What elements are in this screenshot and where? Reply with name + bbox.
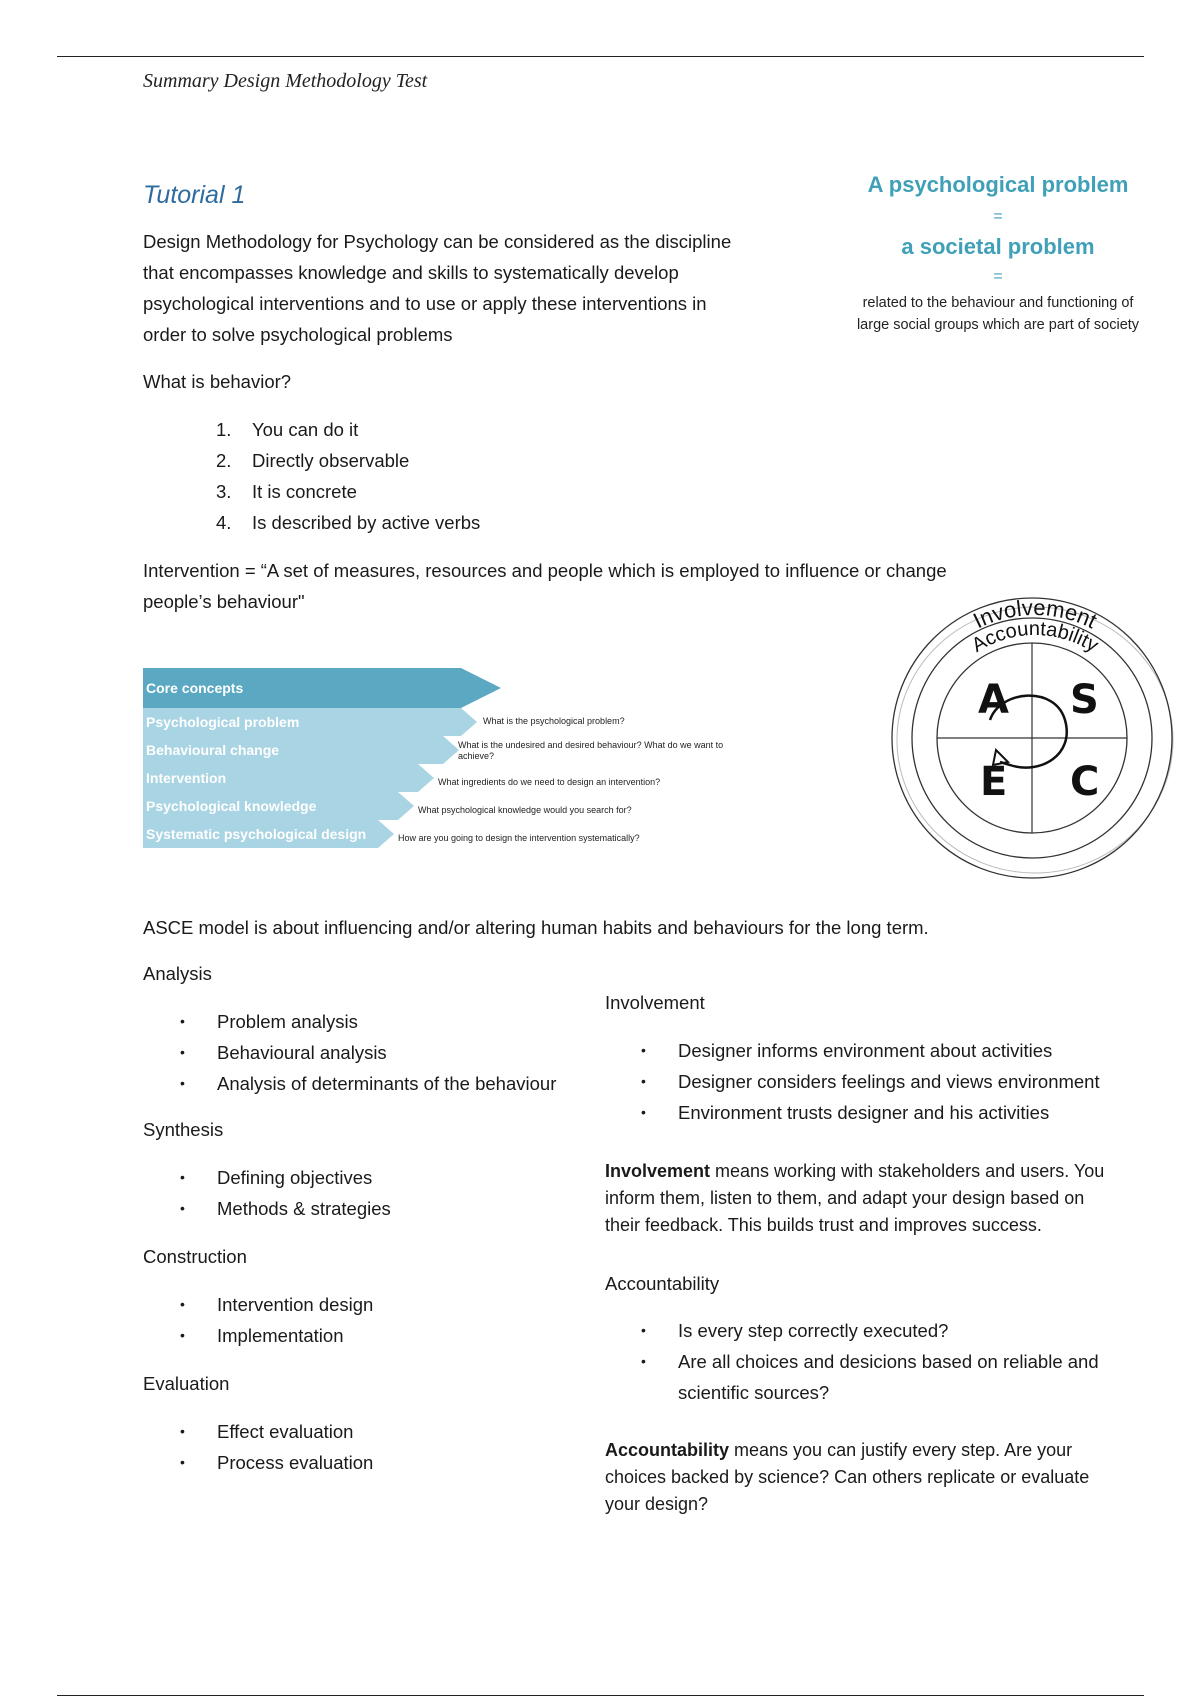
psych-problem-box xyxy=(833,172,1163,336)
list-number: 3. xyxy=(216,481,232,502)
phase-list-analysis xyxy=(180,1006,556,1099)
accountability-title: Accountability xyxy=(605,1273,720,1294)
psych-problem-line2: a societal problem xyxy=(901,234,1095,259)
asce-ring-label-involvement: Involvement xyxy=(969,594,1101,634)
definition-line: psychological interventions and to use or apply these interventions in xyxy=(143,293,707,314)
accountability-summary-bold: Accountability xyxy=(605,1440,730,1460)
list-item xyxy=(216,507,480,538)
summary-line: choices backed by science? Can others replicate or evaluate xyxy=(605,1467,1090,1487)
asce-letter-a: A xyxy=(978,677,1009,723)
list-item xyxy=(216,476,480,507)
page-header-title: Summary Design Methodology Test xyxy=(143,70,428,92)
summary-line: your design? xyxy=(605,1494,709,1514)
list-number: 1. xyxy=(216,419,232,440)
list-item: • Is every step correctly executed? xyxy=(641,1315,1099,1346)
phase-list-evaluation xyxy=(180,1416,373,1478)
list-item: • Defining objectives xyxy=(180,1162,391,1193)
asce-letter-c: C xyxy=(1070,759,1100,805)
concept-label-intervention: Intervention xyxy=(146,769,227,786)
accountability-summary xyxy=(605,1437,1195,1518)
list-text: It is concrete xyxy=(252,481,357,502)
list-item-continuation: scientific sources? xyxy=(678,1382,830,1403)
definition-line: order to solve psychological problems xyxy=(143,324,453,345)
definition-line: Design Methodology for Psychology can be considered as the discipline xyxy=(143,231,732,252)
list-item: • Designer informs environment about activities xyxy=(641,1035,1100,1066)
list-item: • Implementation xyxy=(180,1320,373,1351)
phase-list-construction xyxy=(180,1289,373,1351)
tutorial-heading: Tutorial 1 xyxy=(143,181,246,209)
list-item: • Designer considers feelings and views environment xyxy=(641,1066,1100,1097)
list-item xyxy=(216,414,480,445)
phase-title-evaluation: Evaluation xyxy=(143,1373,230,1394)
accountability-list xyxy=(641,1315,1099,1408)
concept-label-psych-problem: Psychological problem xyxy=(146,713,300,730)
concept-question: What is the psychological problem? xyxy=(483,716,625,726)
summary-line: means working with stakeholders and users. You xyxy=(710,1161,1105,1181)
psych-eq-2: = xyxy=(993,268,1003,285)
behavior-question: What is behavior? xyxy=(143,371,292,392)
phase-title-construction: Construction xyxy=(143,1246,247,1267)
list-item: • Process evaluation xyxy=(180,1447,373,1478)
concept-label-psych-knowledge: Psychological knowledge xyxy=(146,797,317,814)
concept-question: How are you going to design the intervention systematically? xyxy=(398,833,640,843)
summary-line: their feedback. This builds trust and improves success. xyxy=(605,1215,1042,1235)
list-item: • Effect evaluation xyxy=(180,1416,373,1447)
involvement-list xyxy=(641,1035,1100,1128)
asce-intro: ASCE model is about influencing and/or altering human habits and behaviours for the long term. xyxy=(143,917,929,938)
concept-label-systematic-design: Systematic psychological design xyxy=(146,825,367,842)
involvement-title: Involvement xyxy=(605,992,705,1013)
list-item: • Intervention design xyxy=(180,1289,373,1320)
summary-line: means you can justify every step. Are your xyxy=(729,1440,1073,1460)
phase-list-synthesis xyxy=(180,1162,391,1224)
core-concepts-diagram xyxy=(143,668,733,846)
core-concepts-header: Core concepts xyxy=(146,680,244,696)
behavior-list xyxy=(216,414,480,538)
list-text: Directly observable xyxy=(252,450,410,471)
list-text: Is described by active verbs xyxy=(252,512,481,533)
involvement-summary xyxy=(605,1158,1195,1239)
concept-question: What is the undesired and desired behaviour? What do we want to achieve? xyxy=(458,740,724,761)
psych-desc-line: related to the behaviour and functioning of xyxy=(862,295,1134,311)
list-number: 2. xyxy=(216,450,232,471)
list-item: • Problem analysis xyxy=(180,1006,556,1037)
psych-desc-line: large social groups which are part of society xyxy=(856,317,1140,333)
involvement-summary-bold: Involvement xyxy=(605,1161,711,1181)
psych-eq-1: = xyxy=(993,208,1003,225)
definition-paragraph xyxy=(143,226,803,350)
list-text: You can do it xyxy=(252,419,359,440)
concept-question: What ingredients do we need to design an intervention? xyxy=(438,777,661,787)
definition-line: that encompasses knowledge and skills to systematically develop xyxy=(143,262,679,283)
asce-letter-s: S xyxy=(1070,677,1099,723)
asce-ring-label-accountability: Accountability xyxy=(968,617,1103,657)
list-number: 4. xyxy=(216,512,232,533)
intervention-line: people’s behaviour" xyxy=(143,591,305,612)
asce-diagram xyxy=(880,590,1190,880)
list-item: • Methods & strategies xyxy=(180,1193,391,1224)
concept-question: What psychological knowledge would you search for? xyxy=(418,805,632,815)
intervention-line: Intervention = “A set of measures, resources and people which is employed to influence or change xyxy=(143,560,947,581)
list-item: • Are all choices and desicions based on reliable and xyxy=(641,1346,1099,1377)
header-rule xyxy=(57,56,1144,57)
phase-title-analysis: Analysis xyxy=(143,963,212,984)
summary-line: inform them, listen to them, and adapt your design based on xyxy=(605,1188,1085,1208)
list-item: • Behavioural analysis xyxy=(180,1037,556,1068)
phase-title-synthesis: Synthesis xyxy=(143,1119,224,1140)
asce-letter-e: E xyxy=(980,759,1008,805)
list-item: • Analysis of determinants of the behaviour xyxy=(180,1068,556,1099)
concept-label-behavioural-change: Behavioural change xyxy=(146,741,280,758)
list-item xyxy=(216,445,480,476)
footer-rule xyxy=(57,1695,1144,1696)
psych-problem-line1: A psychological problem xyxy=(867,172,1129,197)
list-item: • Environment trusts designer and his activities xyxy=(641,1097,1100,1128)
